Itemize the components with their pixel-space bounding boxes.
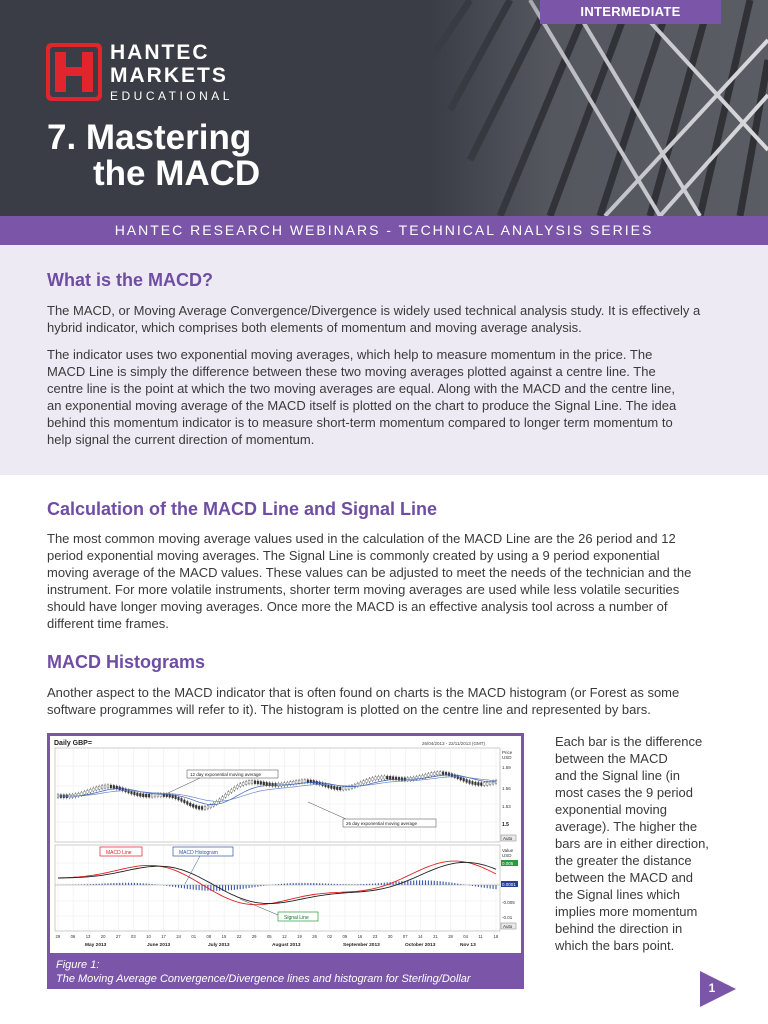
figure-caption-text: The Moving Average Convergence/Divergence lines and histogram for Sterling/Dollar [56, 973, 471, 985]
price-candle [486, 782, 488, 785]
annotation-signal-line: Signal Line [284, 915, 309, 921]
price-candle [263, 782, 265, 785]
macd-tick: -0.005 [502, 900, 515, 905]
price-candle [257, 781, 259, 784]
x-axis-day-label: 05 [266, 934, 272, 939]
x-axis-day-label: 08 [206, 934, 212, 939]
price-candle [369, 779, 371, 782]
brand-name-line3: EDUCATIONAL [110, 89, 233, 103]
annotation-histogram: MACD Histogram [179, 850, 218, 856]
x-axis-day-label: 27 [115, 934, 121, 939]
x-axis-month-label: July 2013 [208, 943, 230, 948]
histogram-paragraph: Another aspect to the MACD indicator that is often found on charts is the MACD histogram (or Forest as some software programmes will refer to it). The histogram is plotted on the centre line and represented by bars. [47, 685, 680, 717]
x-axis-day-label: 19 [297, 934, 302, 939]
section-heading-histograms: MACD Histograms [47, 652, 206, 672]
price-candle [430, 773, 432, 776]
price-candle [98, 786, 100, 789]
price-candle [107, 785, 109, 788]
x-axis-day-label: 07 [402, 934, 408, 939]
price-candle [413, 777, 415, 780]
price-candle [231, 789, 233, 792]
x-axis-month-label: Nov 13 [460, 943, 476, 948]
price-candle [366, 780, 368, 783]
what-paragraph-1: The MACD, or Moving Average Convergence/Divergence is widely used technical analysis study. It is effectively a hybrid indicator, which comprises both elements of momentum and moving average analysis. [47, 303, 701, 335]
price-candle [448, 773, 450, 776]
price-candle [113, 785, 115, 788]
price-candle [389, 776, 391, 779]
x-axis-day-label: 26 [312, 934, 317, 939]
annotation-macd-line: MACD Line [106, 850, 132, 856]
x-axis-day-label: 20 [100, 934, 106, 939]
price-candle [216, 801, 218, 804]
price-candle [110, 785, 112, 788]
annotation-ma12: 12 day exponential moving average [190, 772, 262, 777]
price-candle [89, 789, 91, 792]
price-candle [75, 794, 77, 797]
price-candle [378, 776, 380, 779]
price-candle [460, 777, 462, 780]
price-candle [380, 776, 382, 779]
price-candle [198, 806, 200, 809]
figure-1 [47, 733, 524, 989]
price-candle [442, 772, 444, 775]
price-candle [457, 776, 459, 779]
price-candle [463, 778, 465, 781]
chart-title: Daily GBP= [54, 740, 92, 747]
macd-axis-unit: USD [502, 853, 512, 858]
price-candle [139, 793, 141, 796]
price-candle [295, 781, 297, 784]
price-candle [260, 781, 262, 784]
price-tick: 1.53 [502, 804, 511, 809]
price-candle [201, 806, 203, 809]
x-axis-day-label: 10 [146, 934, 151, 939]
price-candle [225, 794, 227, 797]
price-candle [433, 772, 435, 775]
price-candle [181, 798, 183, 801]
price-tick: 1.56 [502, 786, 511, 791]
x-axis-day-label: 29 [251, 934, 257, 939]
price-candle [304, 780, 306, 783]
price-candle [328, 785, 330, 788]
price-candle [136, 793, 138, 796]
macd-chart-svg [50, 736, 521, 953]
cover-header [0, 0, 768, 216]
price-candle [254, 781, 256, 784]
price-candle [477, 782, 479, 785]
price-candle [342, 787, 344, 790]
price-candle [425, 774, 427, 777]
x-axis-day-label: 16 [357, 934, 363, 939]
price-candle [483, 782, 485, 785]
price-candle [313, 780, 315, 783]
price-candle [466, 779, 468, 782]
x-axis-day-label: 09 [342, 934, 348, 939]
price-candle [195, 805, 197, 808]
x-axis-day-label: 30 [387, 934, 393, 939]
price-candle [186, 801, 188, 804]
price-candle [383, 776, 385, 779]
price-candle [333, 786, 335, 789]
price-candle [207, 806, 209, 809]
x-axis-day-label: 11 [478, 934, 483, 939]
price-candle [398, 777, 400, 780]
price-candle [131, 791, 133, 794]
price-candle [436, 772, 438, 775]
price-candle [239, 784, 241, 787]
price-tick: 1.5 [502, 822, 509, 828]
price-candle [184, 800, 186, 803]
x-axis-day-label: 18 [493, 934, 499, 939]
price-candle [92, 788, 94, 791]
x-axis-day-label: 21 [433, 934, 438, 939]
macd-chart-image [50, 736, 521, 953]
price-candle [272, 783, 274, 786]
price-candle [222, 797, 224, 800]
figure-caption-label: Figure 1: [56, 959, 100, 971]
price-candle [148, 794, 150, 797]
price-candle [375, 777, 377, 780]
price-candle [233, 787, 235, 790]
price-candle [122, 788, 124, 791]
what-paragraph-2: The indicator uses two exponential moving averages, which help to measure momentum in the price. The MACD Line is simply the difference between these two moving averages plotted against a centre line. The centre line is the point at which the two moving averages are equal. Along with the MACD and the centre line, an exponential moving average of the MACD itself is plotted on the chart to produce the Signal Line. The idea behind this momentum indicator is to measure short-term momentum compared to longer term momentum to help signal the current direction of momentum. [47, 347, 677, 447]
price-candle [134, 792, 136, 795]
price-candle [154, 794, 156, 797]
price-candle [192, 804, 194, 807]
price-candle [372, 778, 374, 781]
price-candle [101, 786, 103, 789]
price-candle [204, 806, 206, 809]
x-axis-day-label: 29 [55, 934, 61, 939]
price-candle [151, 794, 153, 797]
price-candle [86, 790, 88, 793]
price-axis-header: Price [502, 750, 513, 755]
price-candle [189, 803, 191, 806]
macd-tick: 0.0001 [502, 882, 516, 887]
page-title-line1: 7. Mastering [47, 118, 252, 157]
brand-name-line2: MARKETS [110, 64, 228, 87]
x-axis-day-label: 15 [221, 934, 227, 939]
price-candle [292, 781, 294, 784]
x-axis-day-label: 24 [176, 934, 181, 939]
auto-label: Auto [503, 836, 513, 841]
price-candle [360, 782, 362, 785]
price-candle [245, 781, 247, 784]
price-candle [330, 786, 332, 789]
price-candle [142, 794, 144, 797]
x-axis-month-label: September 2013 [343, 943, 380, 948]
price-axis-unit: USD [502, 755, 512, 760]
price-candle [475, 782, 477, 785]
x-axis-day-label: 23 [372, 934, 378, 939]
brand-name-line1: HANTEC [110, 41, 210, 64]
price-candle [469, 780, 471, 783]
x-axis-day-label: 01 [191, 934, 197, 939]
histogram-explanation: Each bar is the difference between the MACD and the Signal line (in most cases the 9 period exponential moving average). The higher the bars are in either direction, the greater the distance between the MACD and the Signal lines which implies more momentum behind the direction in which the bars point. [555, 734, 709, 953]
page-title-line2: the MACD [93, 154, 261, 193]
x-axis-day-label: 04 [463, 934, 468, 939]
x-axis-day-label: 17 [161, 934, 166, 939]
price-candle [439, 772, 441, 775]
price-candle [236, 785, 238, 788]
price-candle [145, 794, 147, 797]
page-number: 1 [708, 981, 716, 995]
price-candle [242, 782, 244, 785]
price-candle [95, 787, 97, 790]
railway-tracks-image [430, 0, 768, 216]
price-candle [210, 805, 212, 808]
price-candle [472, 781, 474, 784]
x-axis-day-label: 06 [70, 934, 76, 939]
auto-label: Auto [503, 924, 513, 929]
macd-tick: 0.005 [502, 861, 514, 866]
price-candle [480, 783, 482, 786]
x-axis-day-label: 13 [85, 934, 91, 939]
price-candle [283, 783, 285, 786]
price-candle [339, 787, 341, 790]
x-axis-day-label: 12 [282, 934, 287, 939]
macd-pane [55, 845, 500, 931]
price-candle [251, 781, 253, 784]
macd-axis-header: Value [502, 848, 514, 853]
x-axis-month-label: August 2013 [272, 943, 301, 948]
price-candle [492, 781, 494, 784]
x-axis-month-label: October 2013 [405, 943, 436, 948]
price-candle [427, 774, 429, 777]
price-candle [175, 796, 177, 799]
x-axis-day-label: 22 [236, 934, 242, 939]
price-candle [301, 780, 303, 783]
price-candle [228, 792, 230, 795]
price-candle [363, 781, 365, 784]
calculation-paragraph: The most common moving average values used in the calculation of the MACD Line are the 26 period and 12 period exponential moving averages. The Signal Line is commonly created by using a 9 period exponential moving average of the MACD values. These values can be adjusted to meet the needs of the technician and the instrument. For more volatile instruments, shorter term moving averages are used while less volatile securities should have longer moving averages. Once more the MACD is an effective analysis tool across a number of different time frames. [47, 531, 692, 631]
price-candle [336, 787, 338, 790]
price-candle [386, 776, 388, 779]
price-candle [248, 781, 250, 784]
hantec-logo-icon [46, 43, 102, 101]
series-banner: HANTEC RESEARCH WEBINARS - TECHNICAL ANALYSIS SERIES [0, 216, 768, 245]
price-candle [84, 791, 86, 794]
price-candle [104, 785, 106, 788]
section-heading-what: What is the MACD? [47, 270, 213, 290]
price-candle [422, 775, 424, 778]
level-badge: INTERMEDIATE [540, 0, 721, 24]
section-heading-calculation: Calculation of the MACD Line and Signal Line [47, 499, 438, 519]
annotation-ma26: 26 day exponential moving average [346, 821, 418, 826]
macd-tick: -0.01 [502, 915, 513, 920]
chart-date-range: 26/04/2013 - 22/11/2013 (GMT) [422, 741, 485, 746]
price-candle [128, 790, 130, 793]
x-axis-day-label: 28 [448, 934, 453, 939]
price-tick: 1.59 [502, 765, 511, 770]
x-axis-day-label: 14 [417, 934, 423, 939]
x-axis-day-label: 02 [327, 934, 333, 939]
price-candle [81, 792, 83, 795]
x-axis-day-label: 03 [131, 934, 136, 939]
price-candle [266, 782, 268, 785]
price-pane [55, 748, 500, 842]
price-candle [178, 797, 180, 800]
price-candle [345, 787, 347, 790]
price-candle [298, 780, 300, 783]
x-axis-month-label: June 2013 [147, 943, 171, 948]
x-axis-month-label: May 2013 [85, 943, 107, 948]
